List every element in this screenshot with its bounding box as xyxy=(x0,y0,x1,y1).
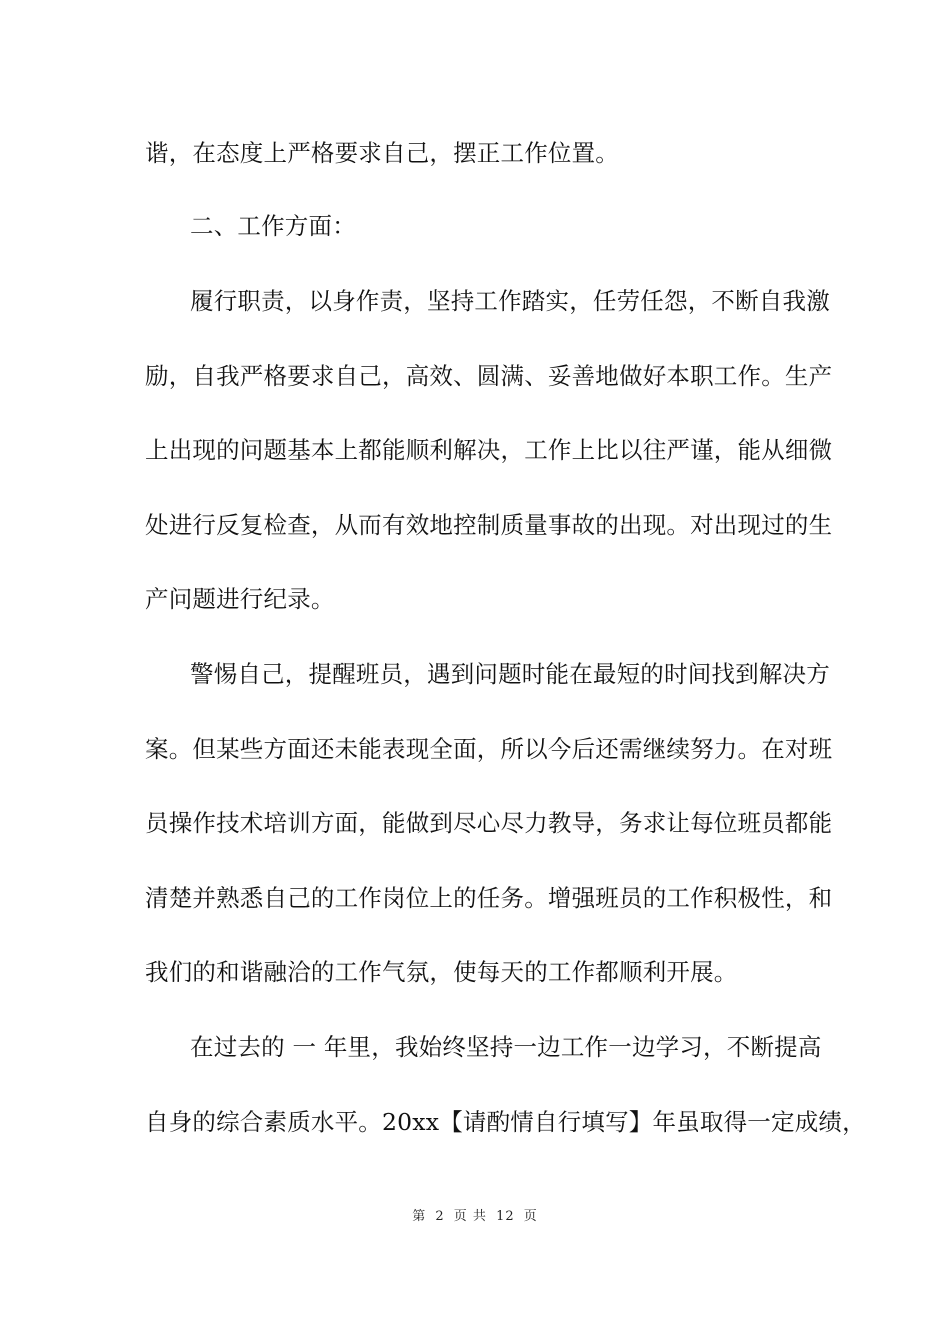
body-text-line: 案。但某些方面还未能表现全面，所以今后还需继续努力。在对班 xyxy=(145,735,833,763)
body-text-line: 自身的综合素质水平。20xx【请酌情自行填写】年虽取得一定成绩， xyxy=(145,1108,866,1136)
body-text-line: 处进行反复检查，从而有效地控制质量事故的出现。对出现过的生 xyxy=(145,511,833,539)
footer-prefix: 第 xyxy=(412,1209,427,1224)
body-text-line: 励，自我严格要求自己，高效、圆满、妥善地做好本职工作。生产 xyxy=(145,362,833,390)
body-text-line: 履行职责，以身作责，坚持工作踏实，任劳任怨，不断自我激 xyxy=(190,287,830,315)
page-footer xyxy=(0,1208,950,1226)
footer-page-number: 2 xyxy=(435,1209,445,1224)
body-text-line: 员操作技术培训方面，能做到尽心尽力教导，务求让每位班员都能 xyxy=(145,809,833,837)
body-text-line: 产问题进行纪录。 xyxy=(145,585,335,613)
section-heading: 二、工作方面： xyxy=(190,212,356,240)
body-text-line: 警惕自己，提醒班员，遇到问题时能在最短的时间找到解决方 xyxy=(190,660,830,688)
body-text-line: 谐，在态度上严格要求自己，摆正工作位置。 xyxy=(145,139,619,167)
body-text-line: 上出现的问题基本上都能顺利解决，工作上比以往严谨，能从细微 xyxy=(145,436,833,464)
body-text-line: 清楚并熟悉自己的工作岗位上的任务。增强班员的工作积极性，和 xyxy=(145,884,833,912)
footer-middle: 页 共 xyxy=(453,1209,487,1224)
footer-suffix: 页 xyxy=(523,1209,538,1224)
body-text-line: 在过去的 一 年里，我始终坚持一边工作一边学习，不断提高 xyxy=(190,1033,822,1061)
footer-total-pages: 12 xyxy=(496,1209,515,1224)
body-text-line: 我们的和谐融洽的工作气氛，使每天的工作都顺利开展。 xyxy=(145,958,738,986)
